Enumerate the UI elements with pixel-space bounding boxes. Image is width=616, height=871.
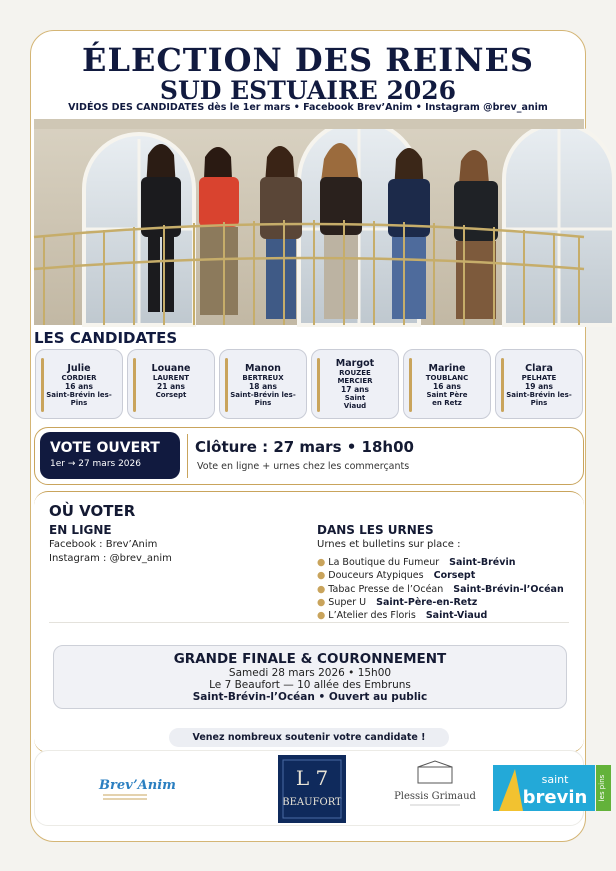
shop-town: Saint-Père-en-Retz — [376, 596, 478, 608]
shop-name: Douceurs Atypiques — [328, 570, 424, 582]
candidate-age: 17 ans — [341, 385, 369, 394]
vote-note: Vote en ligne + urnes chez les commerçants — [197, 461, 410, 472]
candidate-town: Saint-Brévin les-Pins — [230, 391, 296, 407]
svg-text:L 7: L 7 — [295, 766, 329, 790]
candidate-last-name: LAURENT — [152, 374, 190, 382]
shop-item — [317, 596, 582, 609]
finale-title: GRANDE FINALE & COURONNEMENT — [173, 651, 447, 667]
urns-heading: DANS LES URNES — [317, 523, 434, 537]
candidate-cards — [35, 349, 583, 419]
shop-item — [317, 556, 582, 569]
vote-divider — [187, 434, 188, 478]
vote-closing: Clôture : 27 mars • 18h00 — [195, 438, 414, 456]
candidate-first-name: Louane — [151, 363, 191, 374]
candidate-last-name: TOUBLANC — [425, 374, 469, 382]
svg-text:BEAUFORT: BEAUFORT — [282, 797, 342, 808]
shop-town: Corsept — [433, 570, 476, 582]
urns-column — [317, 523, 582, 622]
shop-name: Tabac Presse de l’Océan — [328, 583, 444, 595]
bullet-icon: ● — [317, 610, 326, 622]
candidate-card — [35, 349, 123, 419]
candidate-age: 21 ans — [157, 382, 185, 391]
candidate-town: Corsept — [155, 391, 187, 399]
title-line-1: ÉLECTION DES REINES — [82, 41, 534, 79]
candidate-town: Saint Père en Retz — [426, 391, 468, 407]
candidate-town: Saint Viaud — [343, 394, 367, 410]
poster — [30, 30, 606, 842]
candidate-age: 16 ans — [65, 382, 93, 391]
sponsor-logos — [34, 750, 606, 826]
where-to-vote-section — [34, 491, 584, 753]
svg-text:les pins: les pins — [598, 774, 606, 802]
candidate-first-name: Margot — [335, 358, 375, 369]
finale-box — [53, 645, 567, 709]
candidate-town: Saint-Brévin les-Pins — [46, 391, 112, 407]
shop-item — [317, 569, 582, 582]
shop-town: Saint-Viaud — [425, 610, 488, 622]
bullet-icon: ● — [317, 583, 326, 595]
online-instagram: Instagram : @brev_anim — [49, 553, 172, 564]
shop-name: La Boutique du Fumeur — [328, 557, 440, 568]
support-callout: Venez nombreux soutenir votre candidate ! — [169, 728, 449, 747]
saint-brevin-logo — [493, 765, 611, 811]
online-heading: EN LIGNE — [49, 523, 112, 537]
vote-banner — [34, 427, 584, 485]
shop-town: Saint-Brévin-l’Océan — [453, 583, 564, 595]
title-line-2: SUD ESTUAIRE 2026 — [159, 76, 457, 105]
candidate-last-name: ROUZEE MERCIER — [337, 369, 373, 385]
vote-open-badge — [40, 432, 180, 479]
candidate-card — [403, 349, 491, 419]
brevanim-logo — [85, 769, 176, 809]
section-divider — [49, 622, 569, 623]
candidate-last-name: CORDIER — [61, 374, 97, 382]
candidate-last-name: PELHATE — [521, 374, 557, 382]
candidate-first-name: Clara — [525, 363, 553, 374]
candidate-card — [127, 349, 215, 419]
online-column — [49, 523, 289, 566]
finale-place: Le 7 Beaufort — 10 allée des Embruns — [209, 679, 411, 691]
online-facebook: Facebook : Brev’Anim — [49, 539, 158, 550]
where-to-vote-heading: OÙ VOTER — [49, 502, 136, 520]
shop-town: Saint-Brévin — [449, 557, 516, 568]
svg-text:brevin: brevin — [522, 787, 588, 808]
candidate-age: 19 ans — [525, 382, 553, 391]
candidate-card — [311, 349, 399, 419]
vote-open-label: VOTE OUVERT — [50, 440, 160, 456]
candidate-card — [495, 349, 583, 419]
candidate-first-name: Marine — [428, 363, 466, 374]
shop-name: L’Atelier des Floris — [328, 610, 416, 622]
shop-item — [317, 583, 582, 596]
plessis-logo-text: Plessis Grimaud — [394, 791, 476, 802]
candidate-last-name: BERTREUX — [242, 374, 284, 382]
brevanim-logo-text: Brev’Anim — [99, 778, 176, 793]
candidate-age: 16 ans — [433, 382, 461, 391]
candidates-group-photo — [34, 119, 584, 325]
finale-location: Saint-Brévin-l’Océan • Ouvert au public — [192, 691, 428, 703]
videos-subtitle: VIDÉOS DES CANDIDATES dès le 1er mars • Facebook Brev’Anim • Instagram @brev_anim — [68, 102, 548, 113]
candidate-age: 18 ans — [249, 382, 277, 391]
bullet-icon: ● — [317, 596, 326, 608]
candidate-card — [219, 349, 307, 419]
candidate-first-name: Julie — [67, 363, 91, 374]
svg-text:saint: saint — [541, 773, 569, 786]
candidates-heading: LES CANDIDATES — [34, 329, 178, 347]
candidate-town: Saint-Brévin les-Pins — [506, 391, 572, 407]
vote-open-dates: 1er → 27 mars 2026 — [50, 459, 141, 469]
bullet-icon: ● — [317, 557, 326, 568]
shop-name: Super U — [328, 596, 367, 608]
plessis-grimaud-logo — [390, 761, 480, 817]
candidate-first-name: Manon — [245, 363, 281, 374]
le-7-beaufort-logo — [278, 755, 346, 823]
shop-item — [317, 609, 582, 622]
finale-date: Samedi 28 mars 2026 • 15h00 — [228, 667, 392, 679]
bullet-icon: ● — [317, 570, 326, 582]
urns-intro: Urnes et bulletins sur place : — [317, 539, 461, 550]
